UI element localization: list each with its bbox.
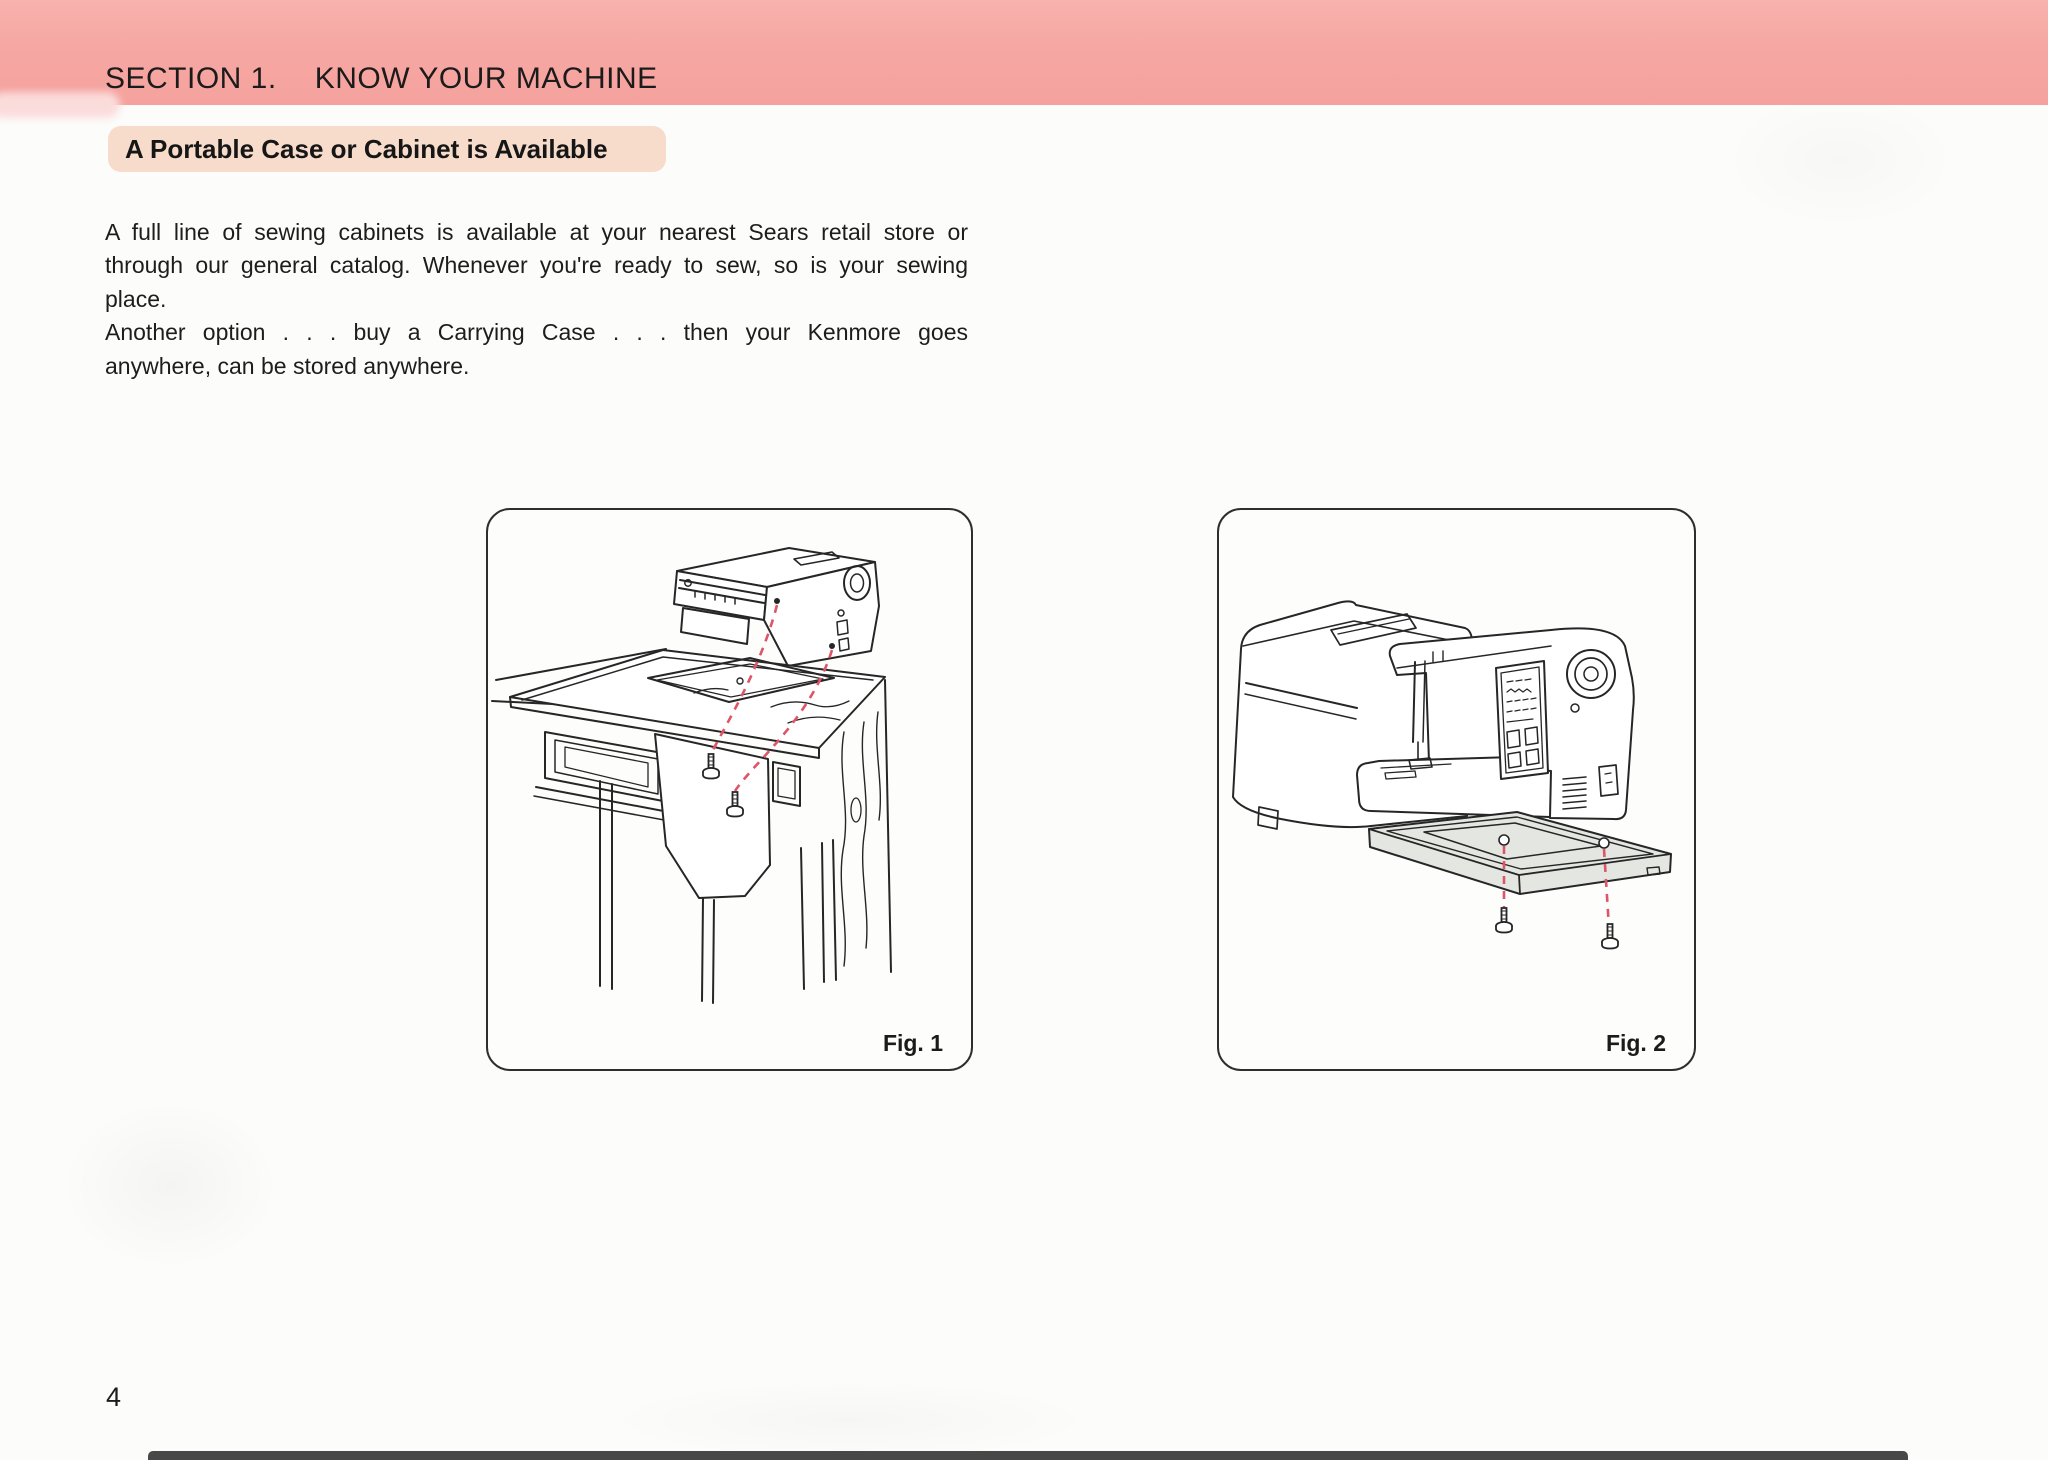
section-title	[105, 62, 658, 96]
subtitle-text: A Portable Case or Cabinet is Available	[125, 134, 608, 164]
scan-smudge	[0, 92, 120, 118]
fig1-cabinet-drawing	[488, 510, 971, 1069]
base-tray-drawing	[1369, 812, 1671, 894]
scan-smudge	[600, 1380, 1100, 1460]
page-number: 4	[106, 1382, 122, 1412]
body-line: place.	[105, 285, 167, 312]
body-text	[105, 216, 968, 383]
fig1-label: Fig. 1	[882, 1030, 943, 1056]
screw-icon	[1496, 908, 1512, 933]
figure-2-panel	[1217, 508, 1696, 1071]
scan-bottom-edge	[148, 1451, 1908, 1460]
fig2-label: Fig. 2	[1605, 1030, 1666, 1056]
body-line: A full line of sewing cabinets is available at your nearest Sears retail store or	[105, 219, 968, 245]
section-number: SECTION 1.	[105, 62, 277, 95]
section-name: KNOW YOUR MACHINE	[314, 62, 658, 95]
subtitle-highlight	[108, 126, 666, 172]
scan-smudge	[60, 1100, 280, 1270]
body-line: Another option . . . buy a Carrying Case . . . then your Kenmore goes	[105, 319, 968, 346]
screw-icon	[1602, 924, 1618, 949]
section-header-band	[0, 0, 2048, 105]
body-line: anywhere, can be stored anywhere.	[105, 352, 470, 379]
scan-smudge	[1720, 90, 1960, 230]
fig2-carrying-case-drawing	[1219, 510, 1694, 1069]
figure-1-panel	[486, 508, 973, 1071]
body-line: through our general catalog. Whenever you're ready to sew, so is your sewing	[105, 252, 968, 279]
